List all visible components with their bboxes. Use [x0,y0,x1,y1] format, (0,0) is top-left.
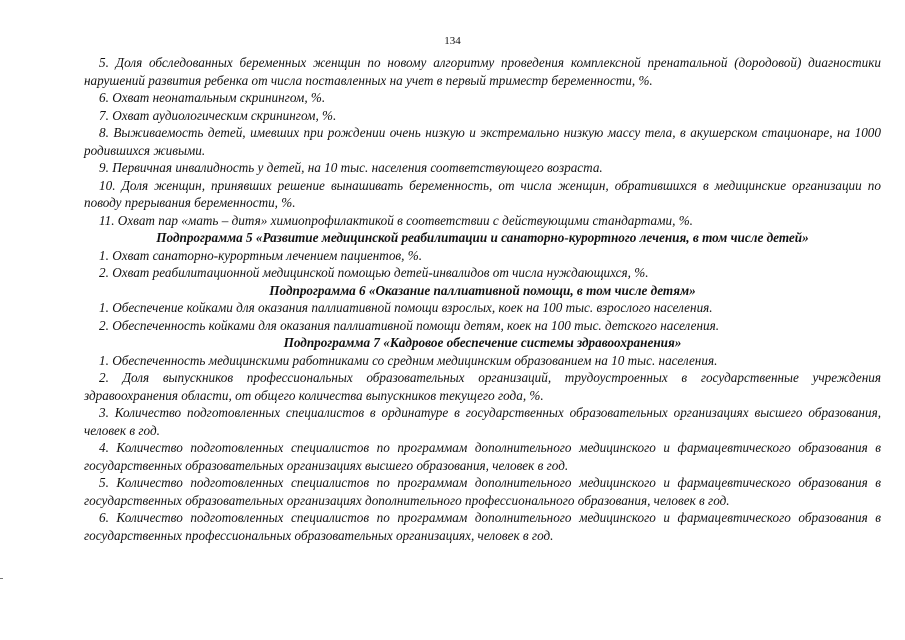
paragraph: 2. Охват реабилитационной медицинской помощью детей-инвалидов от числа нуждающихся, %. [99,265,649,280]
paragraph: 5. Доля обследованных беременных женщин по новому алгоритму проведения комплексной пренатальной (дородовой) диагностики нарушений развития ребенка от числа поставленных на учет в первый триместр беременности, %. [84,55,881,88]
paragraph: 10. Доля женщин, принявших решение вынашивать беременность, от числа женщин, обратившихся в медицинские организации по поводу прерывания беременности, %. [84,177,881,210]
scan-edge-mark [0,578,3,579]
paragraph: 4. Количество подготовленных специалистов по программам дополнительного медицинского и фармацевтического образования в государственных образовательных организациях высшего образования, человек в год. [84,440,881,473]
paragraph: 7. Охват аудиологическим скринингом, %. [99,107,337,123]
subprogram-heading: Подпрограмма 5 «Развитие медицинской реабилитации и санаторно-курортного лечения, в том числе детей» [156,230,809,245]
paragraph: 1. Охват санаторно-курортным лечением пациентов, %. [99,247,423,263]
paragraph: 11. Охват пар «мать – дитя» химиопрофилактикой в соответствии с действующими стандартами, %. [99,212,693,228]
paragraph: 6. Охват неонатальным скринингом, %. [99,90,326,105]
paragraph: 3. Количество подготовленных специалистов в ординатуре в государственных образовательных организациях высшего образования, человек в год. [84,405,881,438]
document-body [84,54,881,544]
subprogram-heading: Подпрограмма 7 «Кадровое обеспечение системы здравоохранения» [283,335,682,350]
page-number: 134 [444,35,461,47]
paragraph: 5. Количество подготовленных специалистов по программам дополнительного медицинского и фармацевтического образования в государственных образовательных организациях дополнительного профессионального образования, человек в год. [84,475,881,508]
paragraph: 9. Первичная инвалидность у детей, на 10 тыс. населения соответствующего возраста. [99,160,603,175]
paragraph: 2. Доля выпускников профессиональных образовательных организаций, трудоустроенных в государственные учреждения здравоохранения области, от общего количества выпускников текущего года, %. [84,370,881,403]
paragraph: 6. Количество подготовленных специалистов по программам дополнительного медицинского и фармацевтического образования в государственных профессиональных образовательных организациях, человек в год. [84,510,881,543]
subprogram-heading: Подпрограмма 6 «Оказание паллиативной помощи, в том числе детям» [269,282,696,298]
paragraph: 1. Обеспеченность медицинскими работниками со средним медицинским образованием на 10 тыс. населения. [99,352,718,368]
paragraph: 8. Выживаемость детей, имевших при рождении очень низкую и экстремально низкую массу тела, в акушерском стационаре, на 1000 родившихся живыми. [84,125,881,158]
paragraph: 1. Обеспечение койками для оказания паллиативной помощи взрослых, коек на 100 тыс. взрослого населения. [99,300,713,315]
paragraph: 2. Обеспеченность койками для оказания паллиативной помощи детям, коек на 100 тыс. детского населения. [99,317,720,333]
